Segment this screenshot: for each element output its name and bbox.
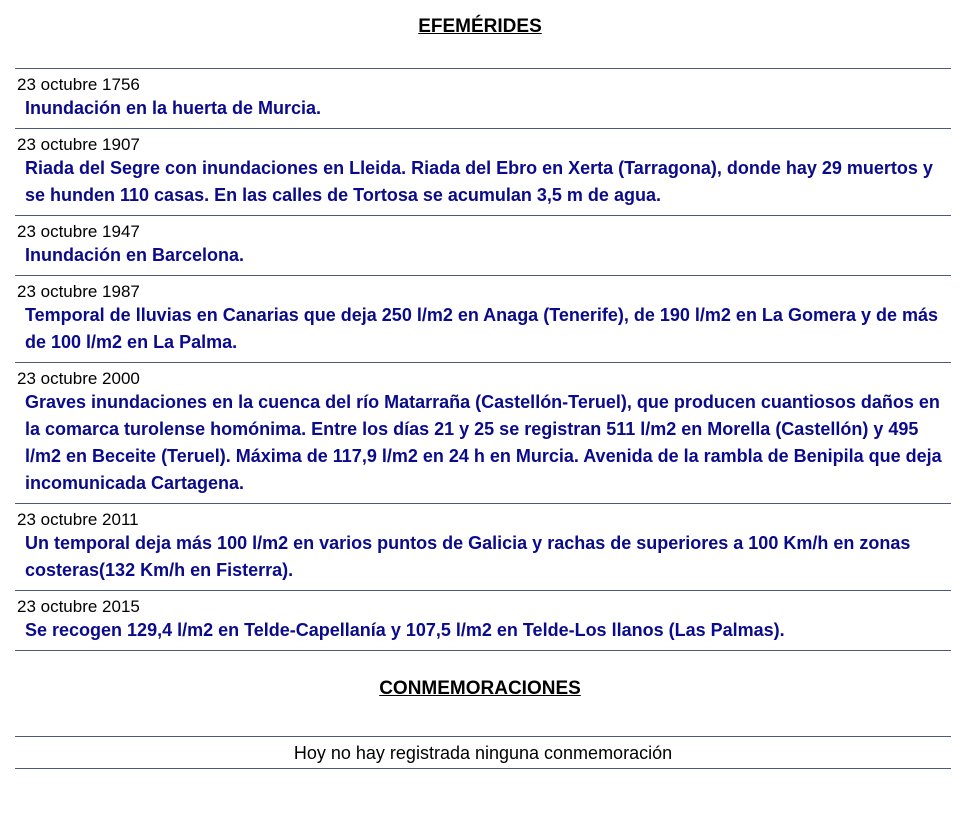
efemerides-title: EFEMÉRIDES xyxy=(418,16,542,37)
event-item xyxy=(15,69,951,129)
events-list xyxy=(15,68,951,651)
conmemoraciones-section xyxy=(0,651,960,769)
event-description: Graves inundaciones en la cuenca del río Matarraña (Castellón-Teruel), que producen cuantiosos daños en la comarca turolense homónima. Entre los días 21 y 25 se registran 511 l/m2 en Morella (Castellón) y 495 l/m2 en Beceite (Teruel). Máxima de 117,9 l/m2 en 24 h en Murcia. Avenida de la rambla de Benipila que deja incomunicada Cartagena. xyxy=(25,392,942,493)
event-description: Un temporal deja más 100 l/m2 en varios puntos de Galicia y rachas de superiores a 100 Km/h en zonas costeras(132 Km/h en Fisterra). xyxy=(25,533,911,580)
event-description: Riada del Segre con inundaciones en Lleida. Riada del Ebro en Xerta (Tarragona), donde hay 29 muertos y se hunden 110 casas. En las calles de Tortosa se acumulan 3,5 m de agua. xyxy=(25,158,933,205)
event-item xyxy=(15,129,951,216)
conmemoraciones-message: Hoy no hay registrada ninguna conmemoración xyxy=(15,736,951,769)
event-description: Temporal de lluvias en Canarias que deja 250 l/m2 en Anaga (Tenerife), de 190 l/m2 en La Gomera y de más de 100 l/m2 en La Palma. xyxy=(25,305,939,352)
event-date: 23 octubre 1987 xyxy=(17,282,140,301)
event-item xyxy=(15,504,951,591)
event-date: 23 octubre 1907 xyxy=(17,135,140,154)
event-date: 23 octubre 2000 xyxy=(17,369,140,388)
event-description: Inundación en la huerta de Murcia. xyxy=(25,98,322,118)
event-item xyxy=(15,216,951,276)
event-date: 23 octubre 2011 xyxy=(17,510,139,529)
event-date: 23 octubre 1756 xyxy=(17,75,140,94)
event-description: Se recogen 129,4 l/m2 en Telde-Capellanía y 107,5 l/m2 en Telde-Los llanos (Las Palmas). xyxy=(25,620,785,640)
event-date: 23 octubre 2015 xyxy=(17,597,140,616)
event-item xyxy=(15,363,951,504)
conmemoraciones-title: CONMEMORACIONES xyxy=(379,678,581,699)
event-description: Inundación en Barcelona. xyxy=(25,245,245,265)
event-item xyxy=(15,276,951,363)
event-date: 23 octubre 1947 xyxy=(17,222,140,241)
event-item xyxy=(15,591,951,651)
